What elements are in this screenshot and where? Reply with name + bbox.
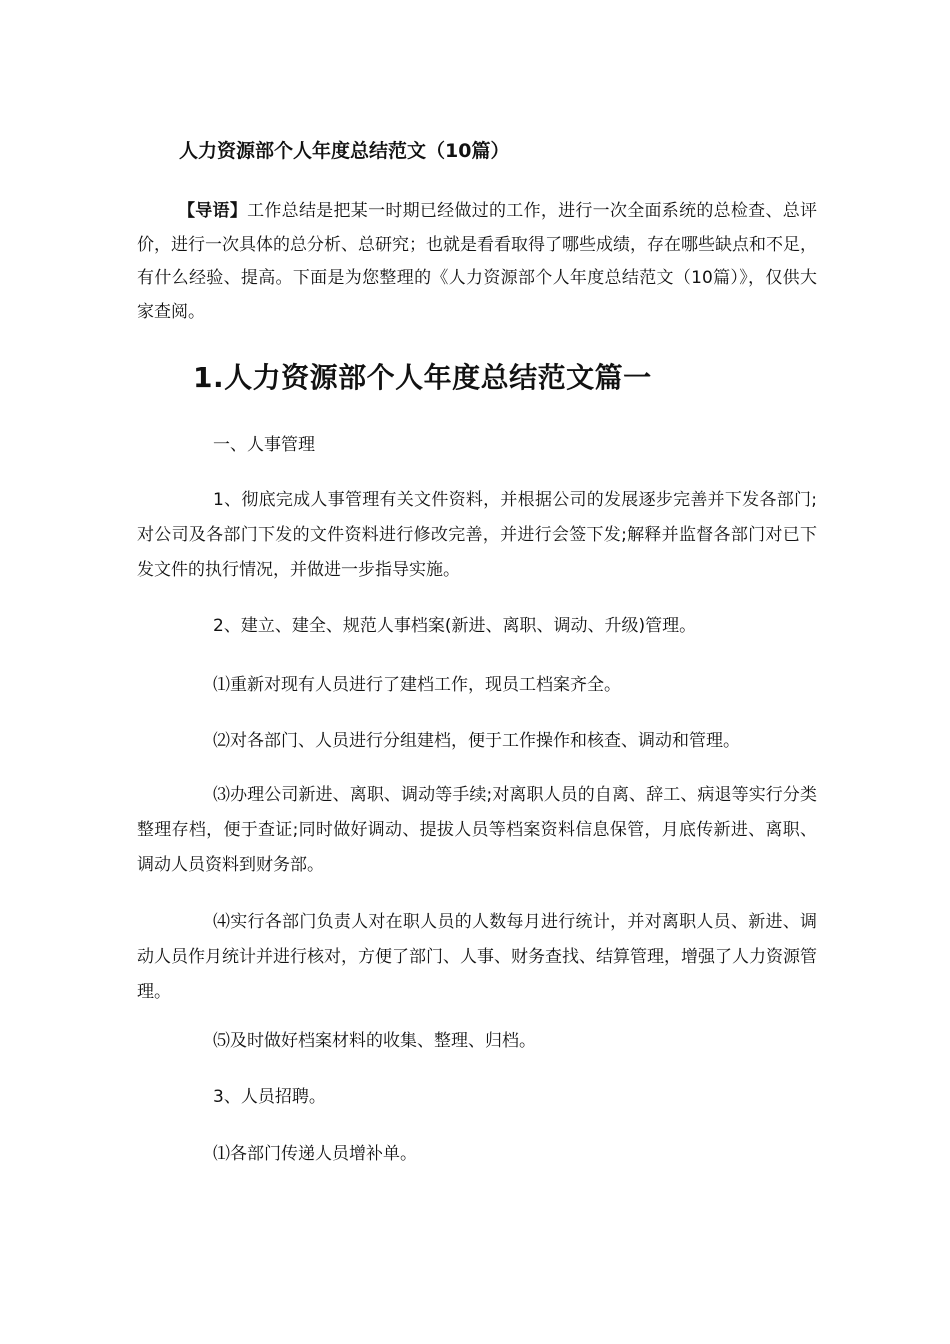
document-title: 人力资源部个人年度总结范文（10篇） bbox=[179, 140, 510, 162]
intro-tag: 【导语】 bbox=[178, 201, 248, 221]
paragraph-item-2-2: ⑵对各部门、人员进行分组建档，便于工作操作和核查、调动和管理。 bbox=[213, 731, 740, 751]
paragraph-item-2: 2、建立、建全、规范人事档案(新进、离职、调动、升级)管理。 bbox=[213, 616, 697, 636]
intro-text: 工作总结是把某一时期已经做过的工作，进行一次全面系统的总检查、总评价，进行一次具体的总分析、总研究；也就是看看取得了哪些成绩，存在哪些缺点和不足，有什么经验、提高。下面是为您整理的《人力资源部个人年度总结范文（10篇）》，仅供大家查阅。 bbox=[137, 201, 818, 322]
subheading-personnel-management: 一、人事管理 bbox=[213, 435, 315, 455]
paragraph-item-2-5: ⑸及时做好档案材料的收集、整理、归档。 bbox=[213, 1031, 536, 1051]
paragraph-item-3-1: ⑴各部门传递人员增补单。 bbox=[213, 1144, 417, 1164]
paragraph-item-2-1: ⑴重新对现有人员进行了建档工作，现员工档案齐全。 bbox=[213, 675, 621, 695]
intro-paragraph bbox=[137, 195, 817, 329]
paragraph-item-2-4: ⑷实行各部门负责人对在职人员的人数每月进行统计，并对离职人员、新进、调动人员作月统计并进行核对，方便了部门、人事、财务查找、结算管理，增强了人力资源管理。 bbox=[137, 912, 817, 1002]
section-heading: 1.人力资源部个人年度总结范文篇一 bbox=[193, 361, 652, 394]
paragraph-item-3: 3、人员招聘。 bbox=[213, 1087, 326, 1107]
paragraph-item-1: 1、彻底完成人事管理有关文件资料，并根据公司的发展逐步完善并下发各部门;对公司及各部门下发的文件资料进行修改完善，并进行会签下发;解释并监督各部门对已下发文件的执行情况，并做进一步指导实施。 bbox=[137, 490, 817, 580]
paragraph-item-2-3: ⑶办理公司新进、离职、调动等手续;对离职人员的自离、辞工、病退等实行分类整理存档，便于查证;同时做好调动、提拔人员等档案资料信息保管，月底传新进、离职、调动人员资料到财务部。 bbox=[137, 785, 817, 875]
